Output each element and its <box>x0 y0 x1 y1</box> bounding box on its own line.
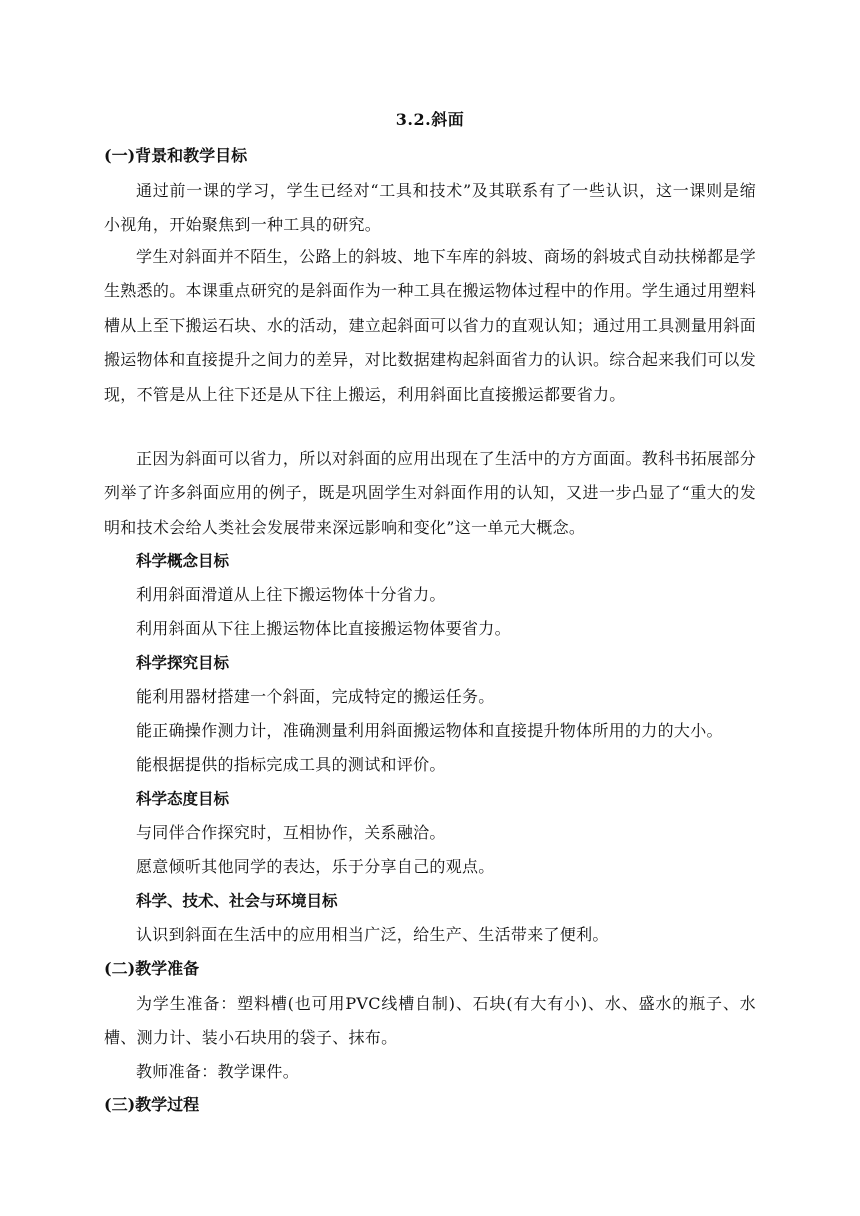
concept-goal-item: 利用斜面滑道从上往下搬运物体十分省力。 <box>136 585 446 604</box>
subheading-sts-goals: 科学、技术、社会与环境目标 <box>136 891 338 910</box>
section-heading-preparation: (二)教学准备 <box>104 959 200 978</box>
sts-goal-item: 认识到斜面在生活中的应用相当广泛，给生产、生活带来了便利。 <box>136 925 609 944</box>
subheading-concept-goals: 科学概念目标 <box>136 551 230 570</box>
subheading-attitude-goals: 科学态度目标 <box>136 789 230 808</box>
paragraph-intro: 通过前一课的学习，学生已经对“工具和技术”及其联系有了一些认识，这一课则是缩小视角，开始聚焦到一种工具的研究。 <box>104 181 756 235</box>
attitude-goal-item: 愿意倾听其他同学的表达，乐于分享自己的观点。 <box>136 857 495 876</box>
paragraph-teacher-materials: 教师准备：教学课件。 <box>136 1062 300 1081</box>
inquiry-goal-item: 能正确操作测力计，准确测量利用斜面搬运物体和直接提升物体所用的力的大小。 <box>136 721 723 740</box>
paragraph-slope-applications: 正因为斜面可以省力，所以对斜面的应用出现在了生活中的方方面面。教科书拓展部分列举了许多斜面应用的例子，既是巩固学生对斜面作用的认知，又进一步凸显了“重大的发明和技术会给人类社会发展带来深远影响和变化”这一单元大概念。 <box>104 449 756 537</box>
section-heading-background-goals: (一)背景和教学目标 <box>104 146 248 165</box>
inquiry-goal-item: 能根据提供的指标完成工具的测试和评价。 <box>136 755 446 774</box>
paragraph-slope-familiarity: 学生对斜面并不陌生，公路上的斜坡、地下车库的斜坡、商场的斜坡式自动扶梯都是学生熟悉的。本课重点研究的是斜面作为一种工具在搬运物体过程中的作用。学生通过用塑料槽从上至下搬运石块、水的活动，建立起斜面可以省力的直观认知；通过用工具测量用斜面搬运物体和直接提升之间力的差异，对比数据建构起斜面省力的认识。综合起来我们可以发现，不管是从上往下还是从下往上搬运，利用斜面比直接搬运都要省力。 <box>104 247 757 404</box>
subheading-inquiry-goals: 科学探究目标 <box>136 653 230 672</box>
concept-goal-item: 利用斜面从下往上搬运物体比直接搬运物体要省力。 <box>136 619 511 638</box>
paragraph-student-materials: 为学生准备：塑料槽(也可用PVC线槽自制)、石块(有大有小)、水、盛水的瓶子、水槽、测力计、装小石块用的袋子、抹布。 <box>104 994 756 1048</box>
attitude-goal-item: 与同伴合作探究时，互相协作，关系融洽。 <box>136 823 446 842</box>
inquiry-goal-item: 能利用器材搭建一个斜面，完成特定的搬运任务。 <box>136 687 495 706</box>
section-heading-process: (三)教学过程 <box>104 1095 200 1114</box>
page-title: 3.2.斜面 <box>395 110 465 129</box>
